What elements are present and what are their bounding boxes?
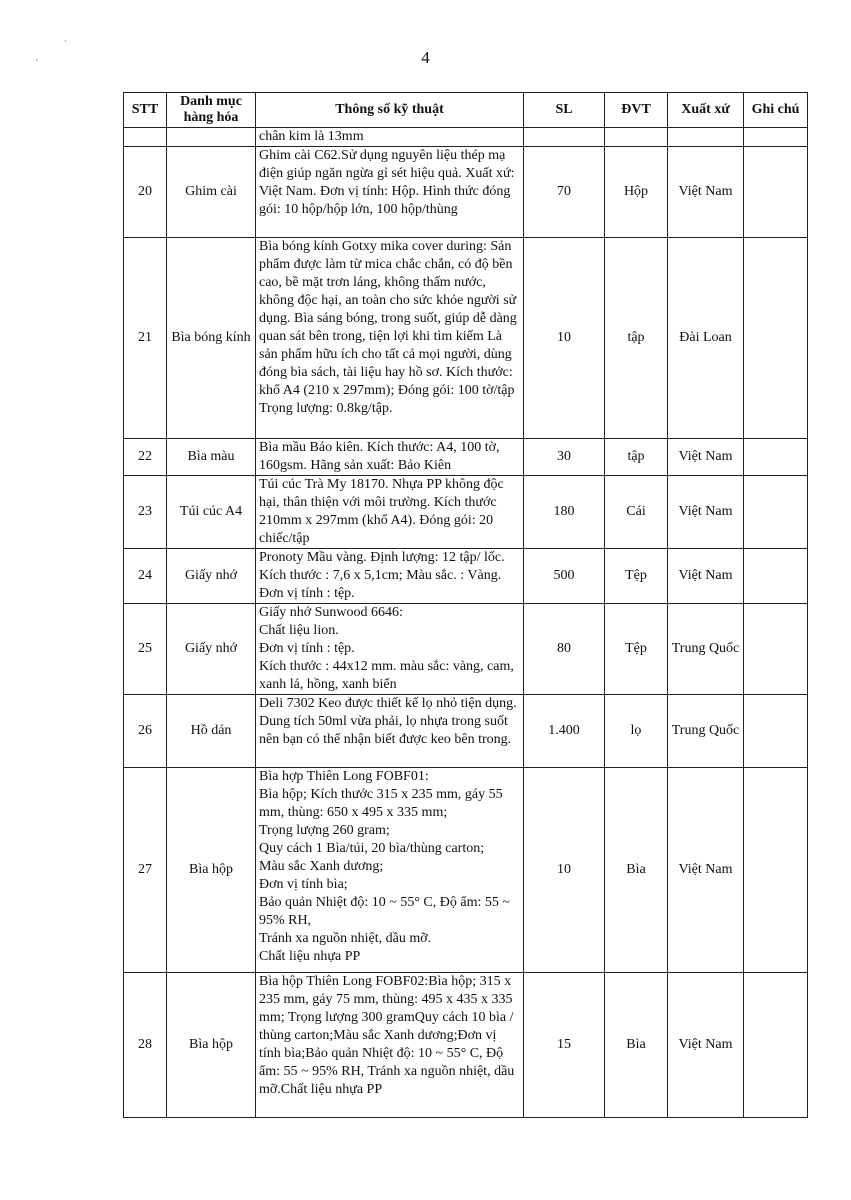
row-category: Bìa hộp	[167, 768, 256, 973]
row-origin: Việt Nam	[668, 147, 744, 238]
header-stt: STT	[124, 93, 167, 128]
row-unit: tập	[605, 238, 668, 439]
row-unit: lọ	[605, 695, 668, 768]
row-qty: 10	[524, 238, 605, 439]
row-stt: 24	[124, 549, 167, 604]
continuation-row	[124, 128, 808, 147]
row-unit: Tệp	[605, 549, 668, 604]
row-qty: 70	[524, 147, 605, 238]
table-row	[124, 604, 808, 695]
row-qty: 1.400	[524, 695, 605, 768]
header-unit: ĐVT	[605, 93, 668, 128]
continuation-origin	[668, 128, 744, 147]
row-spec: Deli 7302 Keo được thiết kế lọ nhỏ tiện dụng. Dung tích 50ml vừa phải, lọ nhựa trong suốt nên bạn có thể nhận biết được keo bên trong.	[256, 695, 524, 768]
row-origin: Trung Quốc	[668, 695, 744, 768]
row-qty: 10	[524, 768, 605, 973]
row-note	[744, 238, 808, 439]
row-note	[744, 604, 808, 695]
row-origin: Việt Nam	[668, 549, 744, 604]
row-origin: Trung Quốc	[668, 604, 744, 695]
row-stt: 22	[124, 439, 167, 476]
row-spec: Túi cúc Trà My 18170. Nhựa PP không độc hại, thân thiện với môi trường. Kích thước 210mm x 297mm (khổ A4). Đóng gói: 20 chiếc/tập	[256, 476, 524, 549]
row-spec: Bìa mầu Bảo kiên. Kích thước: A4, 100 tờ, 160gsm. Hãng sản xuất: Bảo Kiên	[256, 439, 524, 476]
row-qty: 15	[524, 973, 605, 1118]
row-category: Giấy nhớ	[167, 549, 256, 604]
row-qty: 30	[524, 439, 605, 476]
continuation-spec: chân kim là 13mm	[256, 128, 524, 147]
row-spec: Giấy nhớ Sunwood 6646: Chất liệu lion. Đơn vị tính : tệp. Kích thước : 44x12 mm. màu sắc: vàng, cam, xanh lá, hồng, xanh biển	[256, 604, 524, 695]
row-unit: Bìa	[605, 768, 668, 973]
row-note	[744, 147, 808, 238]
row-origin: Đài Loan	[668, 238, 744, 439]
row-stt: 21	[124, 238, 167, 439]
continuation-unit	[605, 128, 668, 147]
row-note	[744, 768, 808, 973]
row-category: Giấy nhớ	[167, 604, 256, 695]
row-category: Bìa bóng kính	[167, 238, 256, 439]
continuation-note	[744, 128, 808, 147]
row-spec: Bìa bóng kính Gotxy mika cover during: Sản phẩm được làm từ mica chắc chắn, có độ bền cao, bề mặt trơn láng, không thấm nước, không độc hại, an toàn cho sức khỏe người sử dụng. Bìa sáng bóng, trong suốt, giúp dễ dàng quan sát bên trong, tiện lợi khi tìm kiếm Là sản phẩm hữu ích cho tất cả mọi người, dùng đóng bìa sách, tài liệu hay hồ sơ. Kích thước: khổ A4 (210 x 297mm); Đóng gói: 100 tờ/tập Trọng lượng: 0.8kg/tập.	[256, 238, 524, 439]
row-category: Túi cúc A4	[167, 476, 256, 549]
row-unit: Bìa	[605, 973, 668, 1118]
row-unit: Hộp	[605, 147, 668, 238]
row-stt: 26	[124, 695, 167, 768]
header-spec: Thông số kỹ thuật	[256, 93, 524, 128]
row-note	[744, 973, 808, 1118]
row-unit: Cái	[605, 476, 668, 549]
header-origin: Xuất xứ	[668, 93, 744, 128]
row-note	[744, 549, 808, 604]
row-origin: Việt Nam	[668, 768, 744, 973]
row-origin: Việt Nam	[668, 439, 744, 476]
product-spec-table	[123, 92, 808, 1118]
row-origin: Việt Nam	[668, 476, 744, 549]
row-stt: 25	[124, 604, 167, 695]
table-row	[124, 238, 808, 439]
table-row	[124, 147, 808, 238]
scan-mark: `	[64, 40, 68, 51]
row-stt: 28	[124, 973, 167, 1118]
header-category: Danh mục hàng hóa	[167, 93, 256, 128]
header-row	[124, 93, 808, 128]
table-row	[124, 768, 808, 973]
table-row	[124, 549, 808, 604]
row-origin: Việt Nam	[668, 973, 744, 1118]
row-category: Bìa hộp	[167, 973, 256, 1118]
row-qty: 80	[524, 604, 605, 695]
row-spec: Bìa hộp Thiên Long FOBF02:Bìa hộp; 315 x 235 mm, gáy 75 mm, thùng: 495 x 435 x 335 mm; Trọng lượng 300 gramQuy cách 10 bìa / thùng carton;Màu sắc Xanh dương;Đơn vị tính bìa;Bảo quản Nhiệt độ: 10 ~ 55° C, Độ ẩm: 55 ~ 95% RH, Tránh xa nguồn nhiệt, dầu mỡ.Chất liệu nhựa PP	[256, 973, 524, 1118]
page-number: 4	[421, 48, 430, 67]
row-qty: 180	[524, 476, 605, 549]
row-category: Hồ dán	[167, 695, 256, 768]
row-note	[744, 476, 808, 549]
row-note	[744, 439, 808, 476]
header-note: Ghi chú	[744, 93, 808, 128]
row-category: Bìa màu	[167, 439, 256, 476]
row-spec: Pronoty Mầu vàng. Định lượng: 12 tập/ lốc. Kích thước : 7,6 x 5,1cm; Màu sắc. : Vàng. Đơn vị tính : tệp.	[256, 549, 524, 604]
table-row	[124, 973, 808, 1118]
header-qty: SL	[524, 93, 605, 128]
row-stt: 20	[124, 147, 167, 238]
row-unit: tập	[605, 439, 668, 476]
continuation-qty	[524, 128, 605, 147]
row-spec: Bìa hợp Thiên Long FOBF01: Bìa hộp; Kích thước 315 x 235 mm, gáy 55 mm, thùng: 650 x 495 x 335 mm; Trọng lượng 260 gram; Quy cách 1 Bìa/túi, 20 bìa/thùng carton; Màu sắc Xanh dương; Đơn vị tính bìa; Bảo quản Nhiệt độ: 10 ~ 55° C, Độ ẩm: 55 ~ 95% RH, Tránh xa nguồn nhiệt, dầu mỡ. Chất liệu nhựa PP	[256, 768, 524, 973]
row-category: Ghim cài	[167, 147, 256, 238]
row-stt: 27	[124, 768, 167, 973]
table-row	[124, 439, 808, 476]
row-unit: Tệp	[605, 604, 668, 695]
row-stt: 23	[124, 476, 167, 549]
scan-mark: '	[36, 58, 38, 69]
continuation-category	[167, 128, 256, 147]
row-note	[744, 695, 808, 768]
continuation-stt	[124, 128, 167, 147]
row-spec: Ghim cài C62.Sử dụng nguyên liệu thép mạ điện giúp ngăn ngừa gỉ sét hiệu quả. Xuất xứ: Việt Nam. Đơn vị tính: Hộp. Hình thức đóng gói: 10 hộp/hộp lớn, 100 hộp/thùng	[256, 147, 524, 238]
table-row	[124, 476, 808, 549]
row-qty: 500	[524, 549, 605, 604]
table-row	[124, 695, 808, 768]
